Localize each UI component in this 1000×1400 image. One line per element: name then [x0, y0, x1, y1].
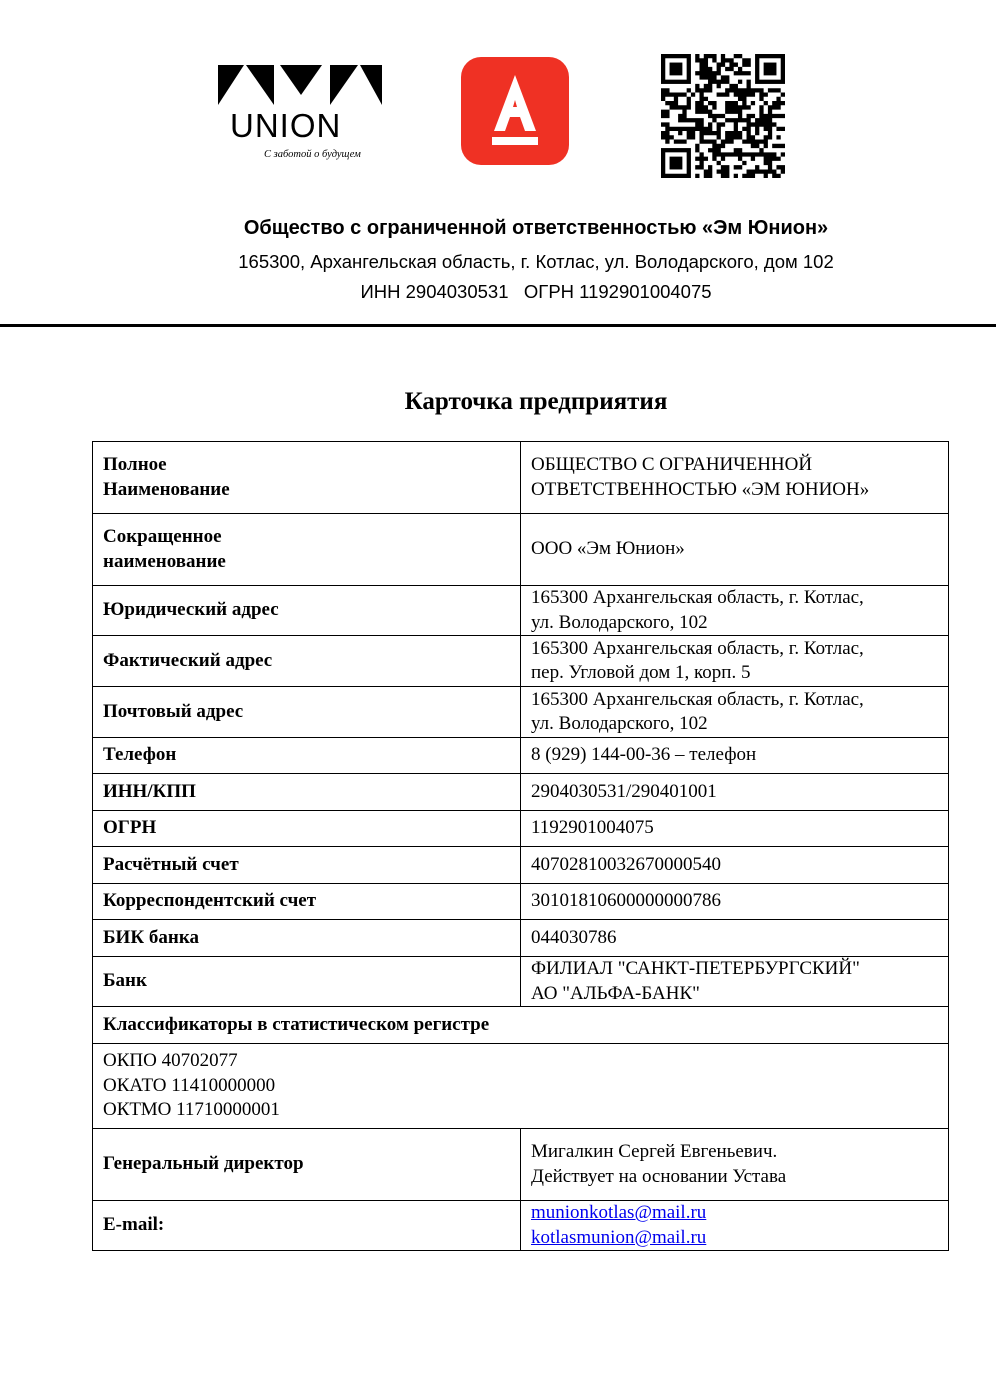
table-row-actual-address	[93, 636, 949, 687]
table-row-inn-kpp	[93, 774, 949, 811]
value-postal-address	[521, 687, 949, 738]
header-divider	[0, 324, 996, 327]
label-postal-address: Почтовый адрес	[93, 687, 521, 738]
union-logo-text: UNION	[230, 107, 342, 144]
table-row-classifiers-header	[93, 1007, 949, 1044]
label-line: Сокращенное	[103, 526, 222, 547]
email-link-2[interactable]: kotlasmunion@mail.ru	[531, 1226, 707, 1248]
value-account: 40702810032670000540	[521, 847, 949, 884]
alfa-letter-icon	[461, 57, 569, 165]
value-line: 165300 Архангельская область, г. Котлас,	[531, 587, 864, 608]
value-bank	[521, 957, 949, 1007]
value-short-name: ООО «Эм Юнион»	[521, 514, 949, 586]
value-line: ул. Володарского, 102	[531, 611, 708, 633]
value-actual-address	[521, 636, 949, 687]
company-ids: ИНН 2904030531 ОГРН 1192901004075	[360, 281, 712, 302]
value-bik: 044030786	[521, 920, 949, 957]
value-phone: 8 (929) 144-00-36 – телефон	[521, 738, 949, 774]
label-full-name	[93, 442, 521, 514]
table-row-full-name	[93, 442, 949, 514]
oktmo-code: ОКТМО 11710000001	[103, 1099, 280, 1121]
table-row-phone	[93, 738, 949, 774]
table-row-short-name	[93, 514, 949, 586]
value-line: ФИЛИАЛ "САНКТ-ПЕТЕРБУРГСКИЙ"	[531, 958, 860, 979]
label-account: Расчётный счет	[93, 847, 521, 884]
okpo-code: ОКПО 40702077	[103, 1050, 238, 1072]
page-title: Карточка предприятия	[404, 388, 668, 415]
label-short-name	[93, 514, 521, 586]
qr-finder	[764, 63, 777, 76]
label-ogrn: ОГРН	[93, 811, 521, 847]
value-line: ОБЩЕСТВО С ОГРАНИЧЕННОЙ	[531, 454, 813, 475]
label-line: Полное	[103, 454, 167, 475]
value-classifiers	[93, 1044, 949, 1129]
union-logo	[218, 65, 386, 165]
table-row-director	[93, 1129, 949, 1201]
value-line: ОТВЕТСТВЕННОСТЬЮ «ЭМ ЮНИОН»	[531, 478, 870, 500]
value-line: 165300 Архангельская область, г. Котлас,	[531, 688, 864, 710]
value-line: ул. Володарского, 102	[531, 713, 708, 734]
qr-finder	[670, 157, 683, 170]
union-slogan: С заботой о будущем	[264, 149, 361, 160]
alfa-bank-logo	[461, 57, 569, 165]
value-line: пер. Угловой дом 1, корп. 5	[531, 662, 751, 683]
table-row-email	[93, 1201, 949, 1251]
value-line: Мигалкин Сергей Евгеньевич.	[531, 1141, 778, 1162]
label-email: E-mail:	[93, 1201, 521, 1251]
label-inn-kpp: ИНН/КПП	[93, 774, 521, 811]
email-link-1[interactable]: munionkotlas@mail.ru	[531, 1202, 707, 1223]
value-line: Действует на основании Устава	[531, 1165, 787, 1187]
label-line: наименование	[103, 550, 226, 572]
qr-finder	[670, 63, 683, 76]
table-row-account	[93, 847, 949, 884]
table-row-bank	[93, 957, 949, 1007]
table-row-bik	[93, 920, 949, 957]
value-inn-kpp: 2904030531/290401001	[521, 774, 949, 811]
okato-code: ОКАТО 11410000000	[103, 1074, 276, 1096]
table-row-ogrn	[93, 811, 949, 847]
table-row-postal-address	[93, 687, 949, 738]
value-line: АО "АЛЬФА-БАНК"	[531, 982, 700, 1004]
union-logo-mark-icon	[218, 65, 386, 111]
label-director: Генеральный директор	[93, 1129, 521, 1201]
label-line: Наименование	[103, 478, 230, 500]
company-card-table	[92, 441, 949, 1251]
label-bank: Банк	[93, 957, 521, 1007]
qr-code-icon	[661, 54, 785, 178]
qr-code-graphic	[661, 54, 785, 178]
value-legal-address	[521, 586, 949, 636]
value-line: 165300 Архангельская область, г. Котлас,	[531, 637, 864, 659]
table-row-legal-address	[93, 586, 949, 636]
label-phone: Телефон	[93, 738, 521, 774]
label-corr-account: Корреспондентский счет	[93, 884, 521, 920]
value-ogrn: 1192901004075	[521, 811, 949, 847]
label-bik: БИК банка	[93, 920, 521, 957]
company-name: Общество с ограниченной ответственностью «Эм Юнион»	[243, 217, 829, 239]
label-classifiers: Классификаторы в статистическом регистре	[93, 1007, 949, 1044]
table-row-corr-account	[93, 884, 949, 920]
value-full-name	[521, 442, 949, 514]
company-address: 165300, Архангельская область, г. Котлас, ул. Володарского, дом 102	[238, 251, 834, 272]
value-email	[521, 1201, 949, 1251]
label-actual-address: Фактический адрес	[93, 636, 521, 687]
label-legal-address: Юридический адрес	[93, 586, 521, 636]
table-row-classifiers	[93, 1044, 949, 1129]
value-corr-account: 30101810600000000786	[521, 884, 949, 920]
value-director	[521, 1129, 949, 1201]
